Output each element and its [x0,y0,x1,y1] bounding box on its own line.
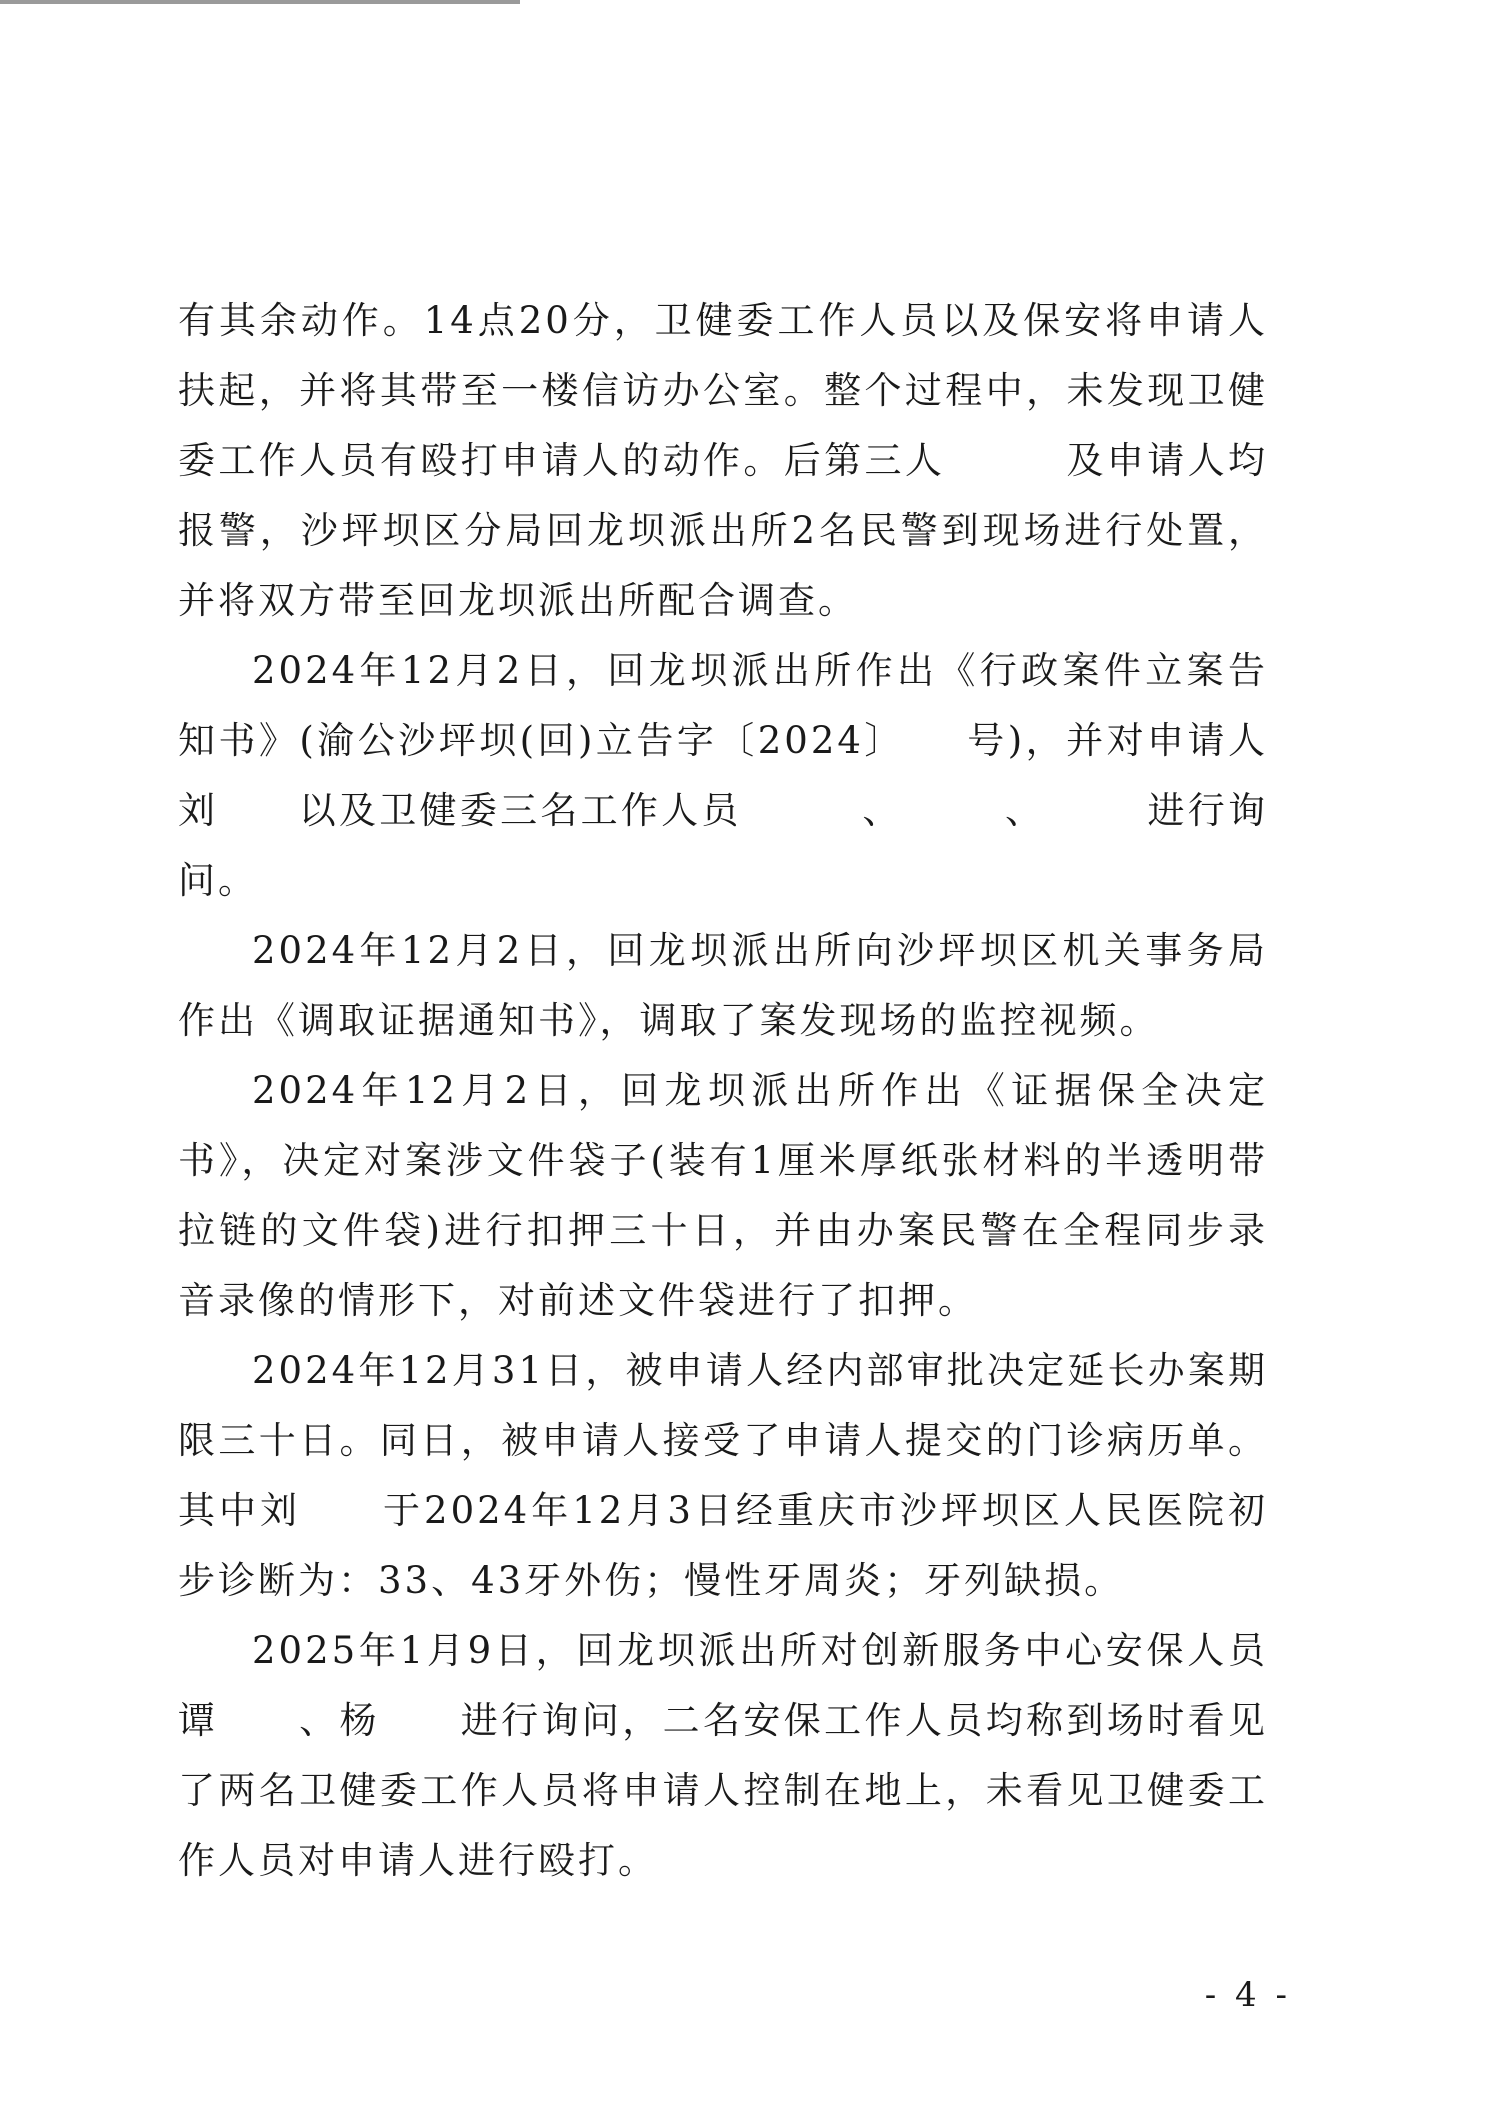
paragraph-2: 2024年12月2日，回龙坝派出所作出《行政案件立案告知书》(渝公沙坪坝(回)立告字〔2024〕 号)，并对申请人刘 以及卫健委三名工作人员 、 、 进行询问。 [178,649,1268,902]
document-body [178,286,1268,1896]
paragraph-1: 有其余动作。14点20分，卫健委工作人员以及保安将申请人扶起，并将其带至一楼信访办公室。整个过程中，未发现卫健委工作人员有殴打申请人的动作。后第三人 及申请人均报警，沙坪坝区分局回龙坝派出所2名民警到现场进行处置，并将双方带至回龙坝派出所配合调查。 [178,299,1268,622]
paragraph-5: 2024年12月31日，被申请人经内部审批决定延长办案期限三十日。同日，被申请人接受了申请人提交的门诊病历单。其中刘 于2024年12月3日经重庆市沙坪坝区人民医院初步诊断为：33、43牙外伤；慢性牙周炎；牙列缺损。 [178,1349,1268,1602]
paragraph-3: 2024年12月2日，回龙坝派出所向沙坪坝区机关事务局作出《调取证据通知书》，调取了案发现场的监控视频。 [178,929,1268,1042]
paragraph-6: 2025年1月9日，回龙坝派出所对创新服务中心安保人员谭 、杨 进行询问，二名安保工作人员均称到场时看见了两名卫健委工作人员将申请人控制在地上，未看见卫健委工作人员对申请人进行殴打。 [178,1629,1268,1882]
page-number: - 4 - [1204,1975,1291,2015]
paragraph-4: 2024年12月2日，回龙坝派出所作出《证据保全决定书》，决定对案涉文件袋子(装有1厘米厚纸张材料的半透明带拉链的文件袋)进行扣押三十日，并由办案民警在全程同步录音录像的情形下，对前述文件袋进行了扣押。 [178,1069,1268,1322]
scan-edge-line [0,0,520,4]
